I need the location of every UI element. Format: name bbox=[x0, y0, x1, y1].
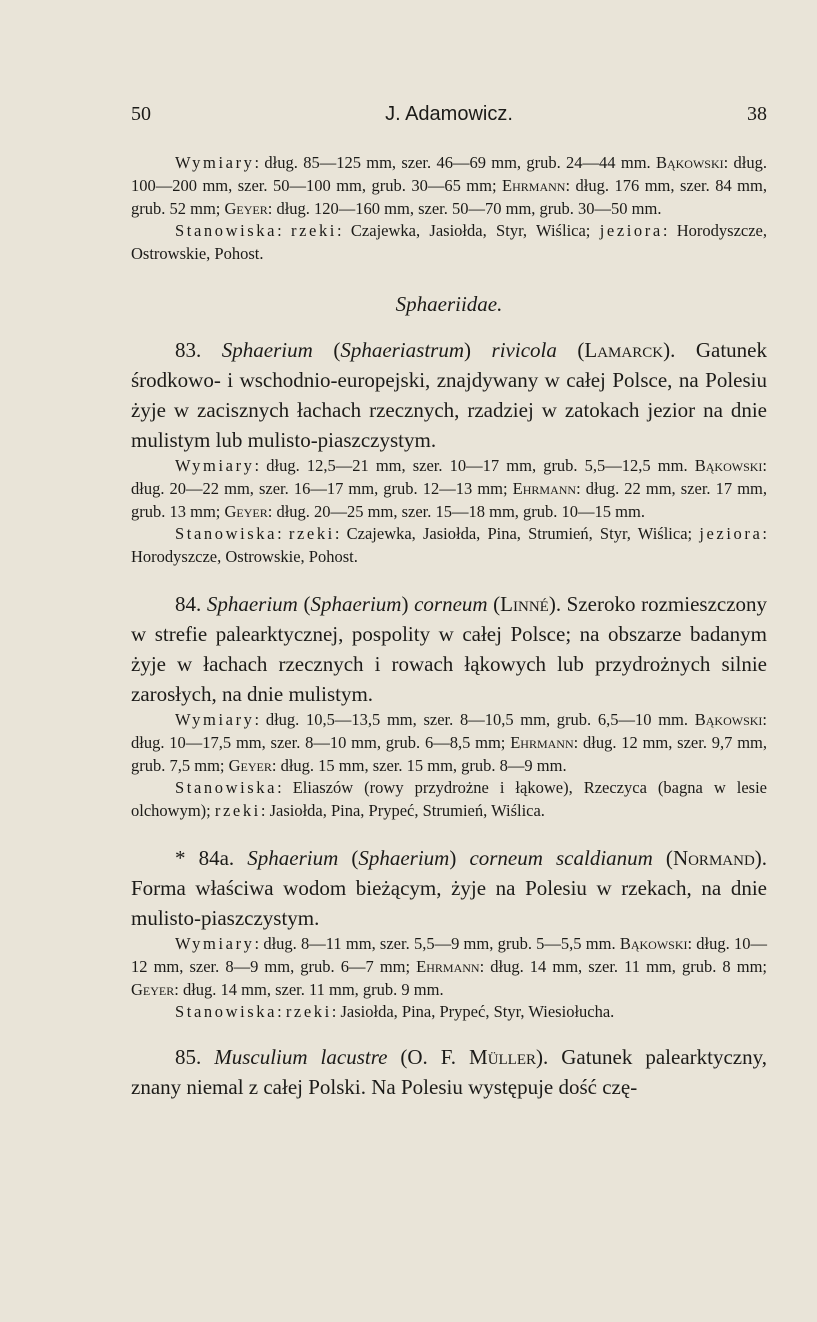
species-paragraph: 85. Musculium lacustre (O. F. Müller). Gatunek palearktyczny, znany niemal z całej Polski. Na Polesiu występuje dość czę- bbox=[131, 1045, 768, 1100]
page-header bbox=[131, 103, 767, 135]
species-paragraph: * 84a. Sphaerium (Sphaerium) corneum scaldianum (Normand). Forma właściwa wodom bieżącym, żyje na Polesiu w rzekach, na dnie mulisto-piaszczystym. bbox=[131, 845, 768, 930]
signature-number: 38 bbox=[747, 103, 767, 125]
dimensions-paragraph: Wymiary: dług. 85—125 mm, szer. 46—69 mm, grub. 24—44 mm. Bąkowski: dług. 100—200 mm, szer. 50—100 mm, grub. 30—65 mm; Ehrmann: dług. 176 mm, szer. 84 mm, grub. 52 mm; Geyer: dług. 120—160 mm, szer. 50—70 mm, grub. 30—50 mm. bbox=[131, 153, 767, 218]
family-heading: Sphaeriidae. bbox=[395, 291, 503, 316]
dimensions-paragraph: Wymiary: dług. 12,5—21 mm, szer. 10—17 mm, grub. 5,5—12,5 mm. Bąkowski: dług. 20—22 mm, szer. 16—17 mm, grub. 12—13 mm; Ehrmann: dług. 22 mm, szer. 17 mm, grub. 13 mm; Geyer: dług. 20—25 mm, szer. 15—18 mm, grub. 10—15 mm. bbox=[131, 455, 767, 521]
localities-paragraph: Stanowiska: rzeki: Czajewka, Jasiołda, Styr, Wiślica; jeziora: Horodyszcze, Ostrowskie, Pohost. bbox=[131, 221, 767, 264]
page-body bbox=[131, 152, 767, 1102]
localities-paragraph: Stanowiska: rzeki: Jasiołda, Pina, Prypeć, Styr, Wiesiołucha. bbox=[175, 1002, 615, 1022]
dimensions-paragraph: Wymiary: dług. 8—11 mm, szer. 5,5—9 mm, grub. 5—5,5 mm. Bąkowski: dług. 10—12 mm, szer. 8—9 mm, grub. 6—7 mm; Ehrmann: dług. 14 mm, szer. 11 mm, grub. 8 mm; Geyer: dług. 14 mm, szer. 11 mm, grub. 9 mm. bbox=[131, 933, 767, 999]
species-paragraph: 83. Sphaerium (Sphaeriastrum) rivicola (Lamarck). Gatunek środkowo- i wschodnio-europejski, znajdywany w całej Polsce, na Polesiu żyje w zacisznych łachach rzecznych, rzadziej w zatokach jezior na dnie mulistym lub mulisto-piaszczystym. bbox=[131, 337, 767, 452]
page-number: 50 bbox=[131, 103, 151, 125]
localities-paragraph: Stanowiska: Eliaszów (rowy przydrożne i łąkowe), Rzeczyca (bagna w lesie olchowym); rzeki: Jasiołda, Pina, Prypeć, Strumień, Wiślica. bbox=[131, 778, 767, 821]
running-head: J. Adamowicz. bbox=[385, 103, 513, 125]
dimensions-paragraph: Wymiary: dług. 10,5—13,5 mm, szer. 8—10,5 mm, grub. 6,5—10 mm. Bąkowski: dług. 10—17,5 mm, szer. 8—10 mm, grub. 6—8,5 mm; Ehrmann: dług. 12 mm, szer. 9,7 mm, grub. 7,5 mm; Geyer: dług. 15 mm, szer. 15 mm, grub. 8—9 mm. bbox=[131, 709, 767, 775]
species-paragraph: 84. Sphaerium (Sphaerium) corneum (Linné). Szeroko rozmieszczony w strefie palearktycznej, pospolity w całej Polsce; na obszarze badanym żyje w łachach rzecznych i rowach łąkowych lub przydrożnych silnie zarosłych, na dnie mulistym. bbox=[131, 591, 768, 706]
localities-paragraph: Stanowiska: rzeki: Czajewka, Jasiołda, Pina, Strumień, Styr, Wiślica; jeziora: Horodyszcze, Ostrowskie, Pohost. bbox=[131, 524, 767, 567]
